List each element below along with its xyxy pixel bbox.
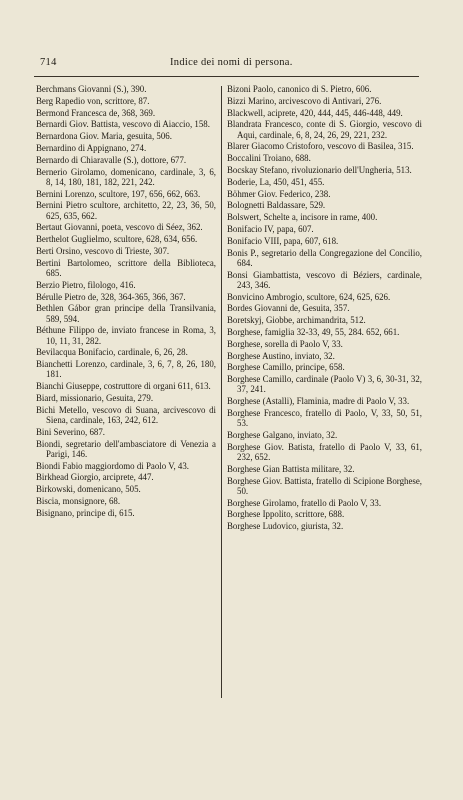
index-entry: Borghese, sorella di Paolo V, 33. bbox=[227, 338, 343, 349]
index-entry: Borghese Giov. Battista, fratello di Scipione Borghese, 50. bbox=[227, 475, 422, 496]
index-entry: Bermond Francesca de, 368, 369. bbox=[36, 107, 156, 118]
index-entry: Borghese Ippolito, scrittore, 688. bbox=[227, 509, 345, 520]
index-entry: Bianchi Giuseppe, costruttore di organi 611, 613. bbox=[36, 381, 211, 392]
page-header bbox=[30, 53, 433, 69]
index-entry: Béthune Filippo de, inviato francese in Roma, 3, 10, 11, 31, 282. bbox=[36, 325, 216, 346]
index-entry: Bernardino di Appignano, 274. bbox=[36, 142, 147, 153]
index-entry: Bérulle Pietro de, 328, 364-365, 366, 367. bbox=[36, 291, 186, 302]
header-rule bbox=[34, 76, 419, 77]
index-entry: Bianchetti Lorenzo, cardinale, 3, 6, 7, 8, 26, 180, 181. bbox=[36, 359, 216, 380]
column-divider bbox=[221, 86, 222, 698]
index-entry: Berchmans Giovanni (S.), 390. bbox=[36, 84, 147, 94]
index-entry: Bichi Metello, vescovo di Suana, arcivescovo di Siena, cardinale, 163, 242, 612. bbox=[36, 404, 216, 425]
index-entry: Bonifacio IV, papa, 607. bbox=[227, 223, 314, 234]
running-title: Indice dei nomi di persona. bbox=[170, 57, 293, 68]
index-entry: Birkowski, domenicano, 505. bbox=[36, 484, 141, 495]
index-entry: Bizoni Paolo, canonico di S. Pietro, 606. bbox=[227, 84, 372, 94]
index-entry: Borghese Girolamo, fratello di Paolo V, 33. bbox=[227, 497, 382, 508]
index-column-right bbox=[227, 84, 422, 533]
index-entry: Berthelot Guglielmo, scultore, 628, 634, 656. bbox=[36, 234, 198, 245]
index-entry: Blarer Giacomo Cristoforo, vescovo di Basilea, 315. bbox=[227, 141, 414, 152]
index-entry: Bernardi Giov. Battista, vescovo di Aiaccio, 158. bbox=[36, 119, 210, 130]
index-entry: Böhmer Giov. Federico, 238. bbox=[227, 188, 331, 199]
index-entry: Blandrata Francesco, conte di S. Giorgio, vescovo di Aqui, cardinale, 6, 8, 24, 26, 29, 221, 232. bbox=[227, 119, 422, 140]
index-entry: Borghese Camillo, cardinale (Paolo V) 3, 6, 30-31, 32, 37, 241. bbox=[227, 374, 422, 395]
index-entry: Borghese, famiglia 32-33, 49, 55, 284. 652, 661. bbox=[227, 326, 400, 337]
index-entry: Borghese Ludovico, giurista, 32. bbox=[227, 521, 344, 532]
index-entry: Bizzi Marino, arcivescovo di Antivari, 276. bbox=[227, 95, 382, 106]
index-entry: Bonis P., segretario della Congregazione del Concilio, 684. bbox=[227, 247, 422, 268]
index-entry: Borghese Gian Battista militare, 32. bbox=[227, 463, 355, 474]
index-entry: Bordes Giovanni de, Gesuita, 357. bbox=[227, 303, 350, 314]
index-entry: Biard, missionario, Gesuita, 279. bbox=[36, 392, 154, 403]
index-entry: Bernardo di Chiaravalle (S.), dottore, 677. bbox=[36, 154, 187, 165]
index-entry: Bonsi Giambattista, vescovo di Béziers, cardinale, 243, 346. bbox=[227, 269, 422, 290]
index-entry: Borghese Camillo, principe, 658. bbox=[227, 362, 345, 373]
index-entry: Boretskyj, Giobbe, archimandrita, 512. bbox=[227, 315, 366, 326]
index-entry: Bethlen Gábor gran principe della Transilvania, 589, 594. bbox=[36, 303, 216, 324]
index-entry: Bolognetti Baldassare, 529. bbox=[227, 200, 326, 211]
index-entry: Bonvicino Ambrogio, scultore, 624, 625, 626. bbox=[227, 291, 391, 302]
index-entry: Bernini Lorenzo, scultore, 197, 656, 662, 663. bbox=[36, 188, 201, 199]
index-entry: Boccalini Troiano, 688. bbox=[227, 153, 311, 164]
index-entry: Boderie, La, 450, 451, 455. bbox=[227, 176, 325, 187]
index-entry: Borghese Austino, inviato, 32. bbox=[227, 350, 335, 361]
index-entry: Borghese Francesco, fratello di Paolo, V, 33, 50, 51, 53. bbox=[227, 407, 422, 429]
index-entry: Birkhead Giorgio, arciprete, 447. bbox=[36, 472, 154, 483]
index-entry: Berti Orsino, vescovo di Trieste, 307. bbox=[36, 245, 170, 256]
index-column-left bbox=[36, 84, 216, 520]
index-entry: Borghese (Astalli), Flaminia, madre di Paolo V, 33. bbox=[227, 396, 410, 407]
index-entry: Bonifacio VIII, papa, 607, 618. bbox=[227, 235, 339, 246]
index-entry: Borghese Galgano, inviato, 32. bbox=[227, 429, 338, 440]
index-entry: Berzio Pietro, filologo, 416. bbox=[36, 279, 136, 290]
index-entry: Bertaut Giovanni, poeta, vescovo di Séez, 362. bbox=[36, 222, 203, 233]
index-entry: Bevilacqua Bonifacio, cardinale, 6, 26, 28. bbox=[36, 347, 188, 358]
index-entry: Bernerio Girolamo, domenicano, cardinale, 3, 6, 8, 14, 180, 181, 182, 221, 242. bbox=[36, 166, 216, 187]
index-entry: Bernini Pietro scultore, architetto, 22, 23, 36, 50, 625, 635, 662. bbox=[36, 200, 216, 221]
index-entry: Bini Severino, 687. bbox=[36, 426, 106, 437]
index-entry: Biondi, segretario dell'ambasciatore di Venezia a Parigi, 146. bbox=[36, 438, 216, 459]
index-entry: Blackwell, aciprete, 420, 444, 445, 446-448, 449. bbox=[227, 107, 403, 118]
index-entry: Bocskay Stefano, rivoluzionario dell'Ungheria, 513. bbox=[227, 164, 412, 175]
index-entry: Bisignano, principe di, 615. bbox=[36, 507, 135, 518]
index-entry: Bolswert, Schelte a, incisore in rame, 400. bbox=[227, 212, 378, 223]
index-entry: Biondi Fabio maggiordomo di Paolo V, 43. bbox=[36, 460, 190, 471]
index-entry: Bertini Bartolomeo, scrittore della Biblioteca, 685. bbox=[36, 257, 216, 278]
index-entry: Berg Rapedio von, scrittore, 87. bbox=[36, 95, 150, 106]
index-entry: Bernardona Giov. Maria, gesuita, 506. bbox=[36, 131, 172, 142]
index-entry: Borghese Giov. Batista, fratello di Paolo V, 33, 61, 232, 652. bbox=[227, 441, 422, 462]
index-entry: Biscia, monsignore, 68. bbox=[36, 495, 121, 506]
page-number: 714 bbox=[40, 57, 57, 68]
